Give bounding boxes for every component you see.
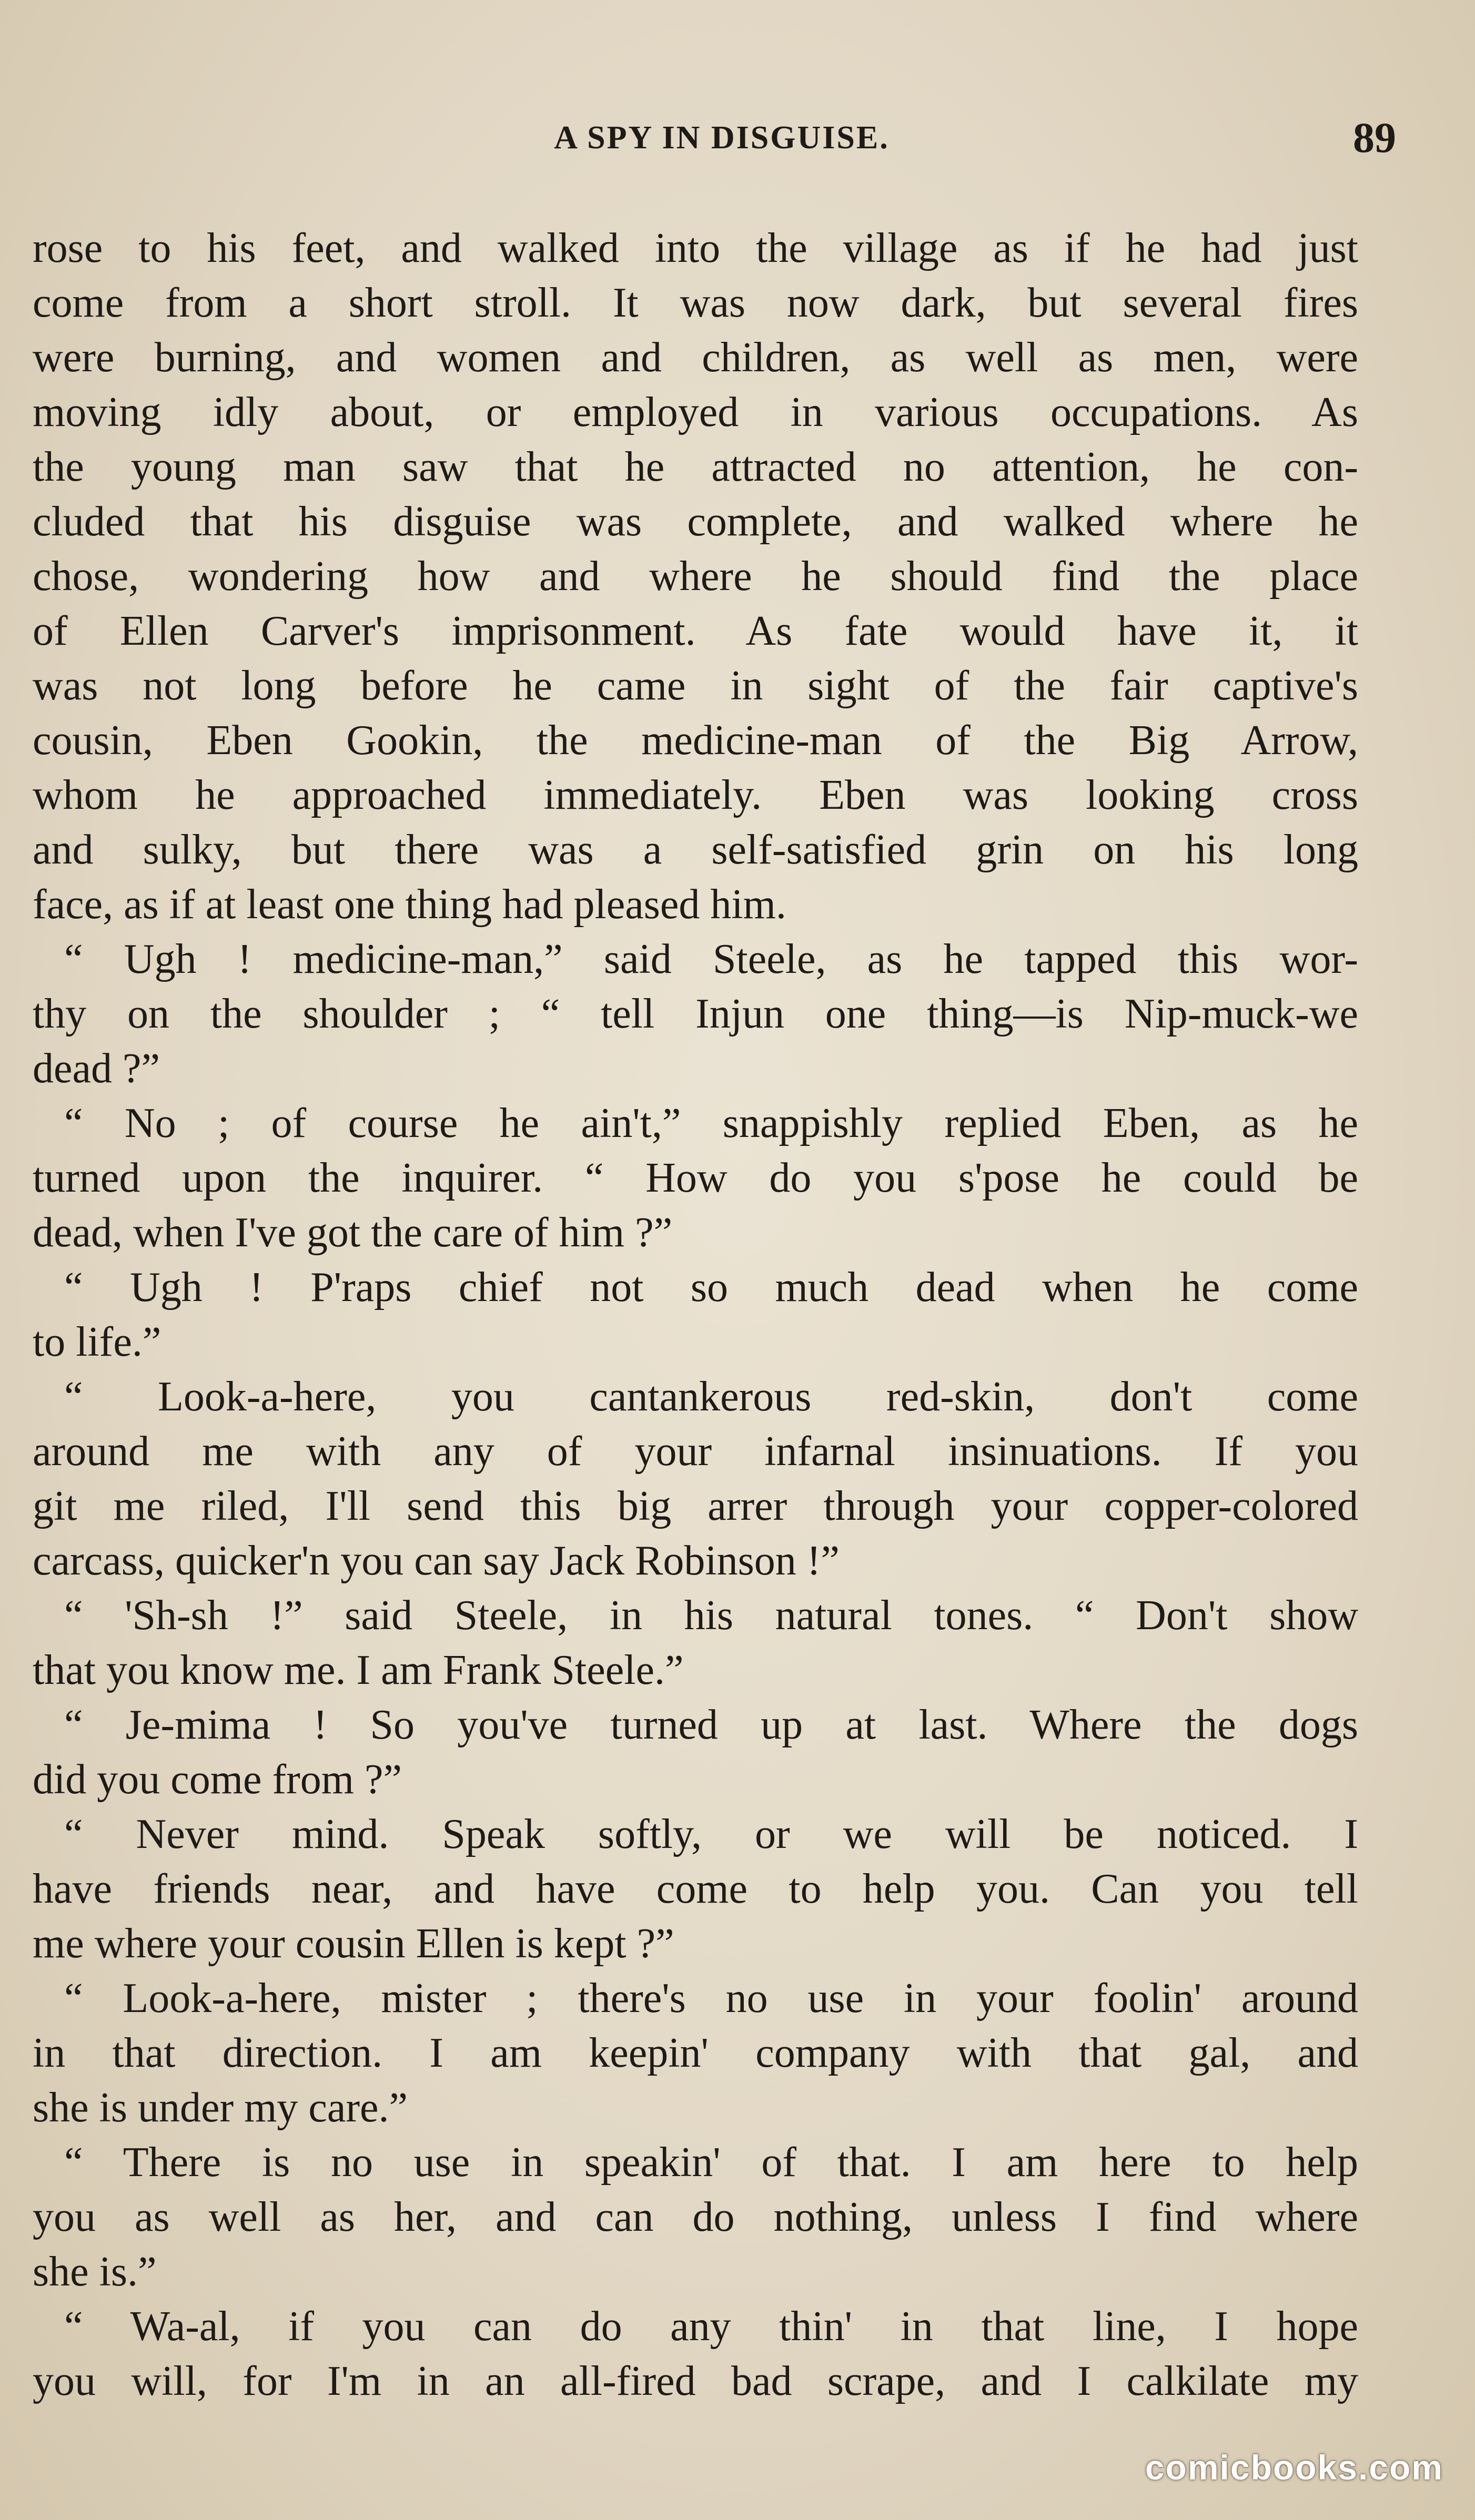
text-line: you as well as her, and can do nothing, unless I find where xyxy=(33,2194,1358,2240)
text-line: cousin, Eben Gookin, the medicine-man of the Big Arrow, xyxy=(33,717,1358,764)
text-line: “ There is no use in speakin' of that. I am here to help xyxy=(64,2139,1358,2186)
text-line: around me with any of your infarnal insinuations. If you xyxy=(33,1428,1358,1475)
text-line: dead ?” xyxy=(33,1045,160,1092)
text-line: did you come from ?” xyxy=(33,1756,402,1803)
text-line: “ Look-a-here, you cantankerous red-skin, don't come xyxy=(64,1374,1358,1420)
text-line: me where your cousin Ellen is kept ?” xyxy=(33,1921,674,1967)
text-line: “ Ugh ! medicine-man,” said Steele, as he tapped this wor- xyxy=(64,936,1358,982)
page-header xyxy=(32,113,1412,176)
text-line: dead, when I've got the care of him ?” xyxy=(33,1210,673,1256)
text-line: she is under my care.” xyxy=(33,2085,408,2131)
text-line: “ Wa-al, if you can do any thin' in that line, I hope xyxy=(64,2303,1358,2350)
text-line: “ Je-mima ! So you've turned up at last. Where the dogs xyxy=(64,1702,1358,1748)
text-line: chose, wondering how and where he should find the place xyxy=(33,553,1358,599)
text-line: was not long before he came in sight of the fair captive's xyxy=(33,663,1358,709)
text-line: of Ellen Carver's imprisonment. As fate would have it, it xyxy=(33,608,1358,654)
watermark: comicbooks.com xyxy=(1145,2448,1443,2487)
text-line: come from a short stroll. It was now dark, but several fires xyxy=(33,280,1358,326)
text-line: have friends near, and have come to help you. Can you tell xyxy=(33,1866,1358,1912)
text-line: face, as if at least one thing had pleased him. xyxy=(33,881,786,928)
running-title: A SPY IN DISGUISE. xyxy=(554,120,890,156)
text-line: she is.” xyxy=(33,2249,157,2295)
text-line: turned upon the inquirer. “ How do you s'pose he could be xyxy=(33,1155,1358,1201)
text-line: cluded that his disguise was complete, and walked where he xyxy=(33,499,1358,545)
text-line: “ Ugh ! P'raps chief not so much dead when he come xyxy=(64,1264,1358,1310)
text-line: that you know me. I am Frank Steele.” xyxy=(33,1647,684,1693)
text-line: the young man saw that he attracted no attention, he con- xyxy=(33,444,1358,490)
text-line: in that direction. I am keepin' company with that gal, and xyxy=(33,2030,1358,2076)
text-line: thy on the shoulder ; “ tell Injun one thing—is Nip-muck-we xyxy=(33,991,1358,1037)
body-text xyxy=(33,221,1358,2409)
text-line: to life.” xyxy=(33,1319,161,1365)
text-line: rose to his feet, and walked into the village as if he had just xyxy=(33,225,1358,271)
text-line: carcass, quicker'n you can say Jack Robinson !” xyxy=(33,1538,840,1584)
text-line: “ Look-a-here, mister ; there's no use in your foolin' around xyxy=(64,1975,1358,2021)
text-line: whom he approached immediately. Eben was looking cross xyxy=(33,772,1358,818)
text-line: you will, for I'm in an all-fired bad scrape, and I calkilate my xyxy=(33,2358,1358,2404)
text-line: git me riled, I'll send this big arrer through your copper-colored xyxy=(33,1483,1358,1529)
page-number: 89 xyxy=(1353,114,1396,161)
text-line: were burning, and women and children, as well as men, were xyxy=(33,334,1358,381)
text-line: moving idly about, or employed in various occupations. As xyxy=(33,389,1358,435)
text-line: “ Never mind. Speak softly, or we will be noticed. I xyxy=(64,1811,1358,1857)
text-line: and sulky, but there was a self-satisfied grin on his long xyxy=(33,827,1358,873)
text-line: “ No ; of course he ain't,” snappishly replied Eben, as he xyxy=(64,1100,1358,1146)
text-line: “ 'Sh-sh !” said Steele, in his natural tones. “ Don't show xyxy=(64,1592,1358,1639)
